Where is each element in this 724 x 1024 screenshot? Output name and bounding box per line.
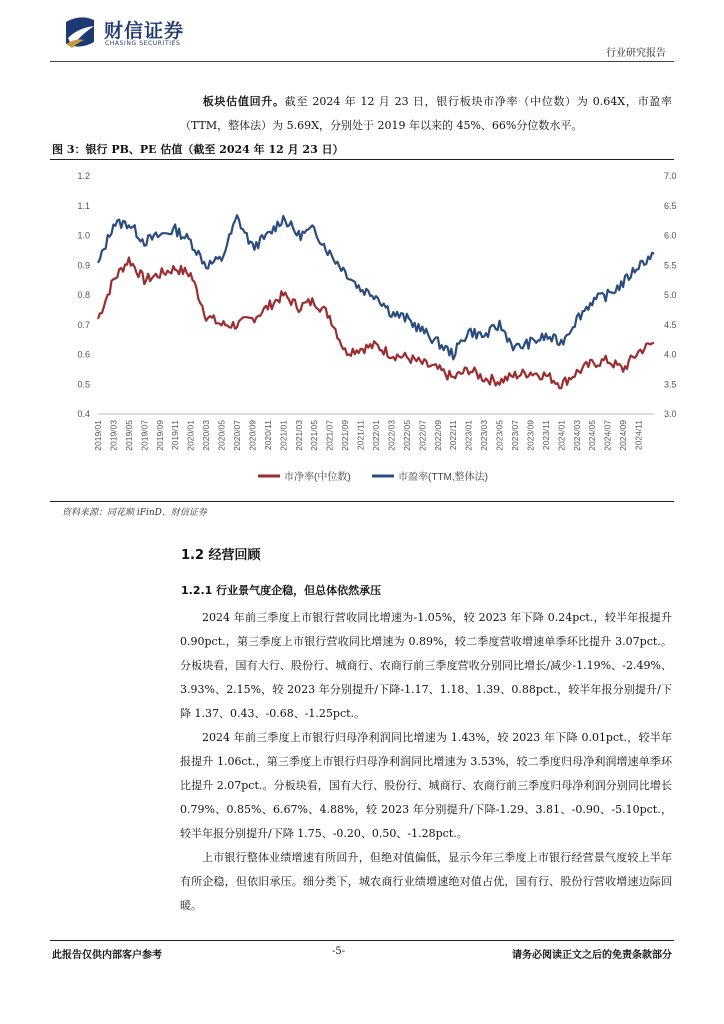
y-left-tick-label: 0.6 [77,349,90,360]
intro-text: 截至 2024 年 12 月 23 日，银行板块市净率（中位数）为 0.64X，市盈率（TTM，整体法）为 5.69X，分别处于 2019 年以来的 45%、66%分位数水平。 [180,95,672,132]
x-tick-label: 2023/05 [494,420,505,451]
company-logo [62,14,242,54]
x-tick-label: 2024/05 [587,420,598,451]
y-right-tick-label: 6.5 [664,200,677,211]
x-tick-label: 2023/07 [510,420,520,451]
x-tick-label: 2020/11 [262,420,273,451]
x-tick-label: 2022/05 [401,420,412,451]
figure-source: 资料来源：同花顺 iFinD、财信证券 [62,508,207,518]
legend-label: 市盈率(TTM,整体法) [398,472,488,483]
series-line-pe [98,215,654,359]
y-right-tick-label: 7.0 [664,171,677,181]
y-left-tick-label: 1.2 [77,171,90,181]
legend-label: 市净率(中位数) [284,472,351,483]
x-tick-label: 2021/07 [324,420,335,451]
x-tick-label: 2019/05 [123,420,134,451]
pb-pe-chart [52,162,692,498]
x-tick-label: 2022/11 [448,420,459,451]
x-tick-label: 2024/01 [556,420,567,451]
x-tick-label: 2024/09 [618,420,629,451]
y-left-tick-label: 1.0 [77,230,90,241]
report-type: 行业研究报告 [606,48,666,59]
x-tick-label: 2023/01 [463,420,474,451]
x-tick-label: 2019/03 [108,420,119,451]
x-tick-label: 2023/03 [479,420,490,451]
x-tick-label: 2024/07 [602,420,613,451]
x-tick-label: 2023/09 [525,420,536,451]
page-number: -5- [332,946,346,957]
figure-bottom-rule [50,501,674,502]
x-tick-label: 2019/09 [154,420,165,451]
y-left-tick-label: 0.4 [77,409,90,419]
y-left-tick-label: 0.5 [77,379,90,390]
y-right-tick-label: 4.5 [664,319,677,330]
footer-disclaimer-right: 请务必阅读正文之后的免责条款部分 [512,950,672,961]
x-tick-label: 2022/03 [386,420,397,451]
x-tick-label: 2021/01 [278,420,289,451]
x-tick-label: 2022/09 [432,420,443,451]
header-divider [50,61,674,62]
footer-disclaimer-left: 此报告仅供内部客户参考 [52,950,162,961]
intro-paragraph [180,90,672,138]
x-tick-label: 2021/05 [309,420,320,451]
footer-divider [50,940,674,941]
x-tick-label: 2020/05 [216,420,227,451]
section-title: 1.2 经营回顾 [181,548,261,563]
x-tick-label: 2019/07 [139,420,150,451]
x-tick-label: 2020/03 [201,420,212,451]
x-tick-label: 2023/11 [540,420,551,451]
x-tick-label: 2024/11 [633,420,644,451]
x-tick-label: 2021/03 [293,420,304,451]
chart-svg [52,162,692,498]
x-tick-label: 2022/07 [417,420,428,451]
y-right-tick-label: 6.0 [664,230,677,241]
y-right-tick-label: 4.0 [664,349,677,360]
x-tick-label: 2020/09 [247,420,258,451]
body-paragraph-2: 2024 年前三季度上市银行归母净利润同比增速为 1.43%，较 2023 年下降 0.01pct.，较半年报提升 1.06ct.，第三季度上市银行归母净利润同比增速为 3.53%，较二季度归母净利润增速单季环比提升 2.07pct.。分板块看，国有大行、股份行、城商行、农商行前三季度归母净利润分别同比增长 0.79%、0.85%、6.67%、4.88%，较 2023 年分别提升/下降-1.29、3.81、-0.90、-5.10pct.，较半年报分别提升/下降 1.75、-0.20、0.50、-1.28pct.。 [180,731,672,840]
x-tick-label: 2024/03 [571,420,582,451]
body-paragraph-1: 2024 年前三季度上市银行营收同比增速为-1.05%，较 2023 年下降 0.24pct.，较半年报提升 0.90pct.，第三季度上市银行营收同比增速为 0.89%，较二季度营收增速单季环比提升 3.07pct.。分板块看，国有大行、股份行、城商行、农商行前三季度营收分别同比增长/减少-1.19%、-2.49%、3.93%、2.15%，较 2023 年分别提升/下降-1.17、1.18、1.39、0.88pct.，较半年报分别提升/下降 1.37、0.43、-0.68、-1.25pct.。 [180,611,672,720]
y-right-tick-label: 3.5 [664,379,677,390]
y-left-tick-label: 1.1 [77,200,90,211]
body-paragraph-3: 上市银行整体业绩增速有所回升，但绝对值偏低，显示今年三季度上市银行经营景气度较上半年有所企稳，但依旧承压。细分类下，城农商行业绩增速绝对值占优，国有行、股份行营收增速边际回暖。 [180,851,672,912]
subsection-title: 1.2.1 行业景气度企稳，但总体依然承压 [181,584,382,597]
x-tick-label: 2020/07 [232,420,242,451]
logo-en-text: CHASING SECURITIES [105,40,181,47]
logo-cn-text: 财信证券 [104,20,185,42]
y-right-tick-label: 5.5 [664,260,677,271]
y-left-tick-label: 0.8 [77,290,90,300]
intro-lead: 板块估值回升。 [202,95,285,108]
figure-top-rule [50,159,674,160]
series-line-pb [98,258,654,389]
x-tick-label: 2020/01 [185,420,196,451]
y-left-tick-label: 0.9 [77,260,90,271]
y-right-tick-label: 5.0 [664,290,677,300]
x-tick-label: 2021/09 [340,420,351,451]
x-tick-label: 2021/11 [355,420,366,451]
x-tick-label: 2019/11 [170,420,181,451]
figure-title: 图 3：银行 PB、PE 估值（截至 2024 年 12 月 23 日） [52,143,344,156]
logo-mark-icon [62,14,98,50]
x-tick-label: 2019/01 [93,420,103,451]
x-tick-label: 2022/01 [371,420,381,451]
y-left-tick-label: 0.7 [77,319,90,330]
y-right-tick-label: 3.0 [664,409,677,419]
